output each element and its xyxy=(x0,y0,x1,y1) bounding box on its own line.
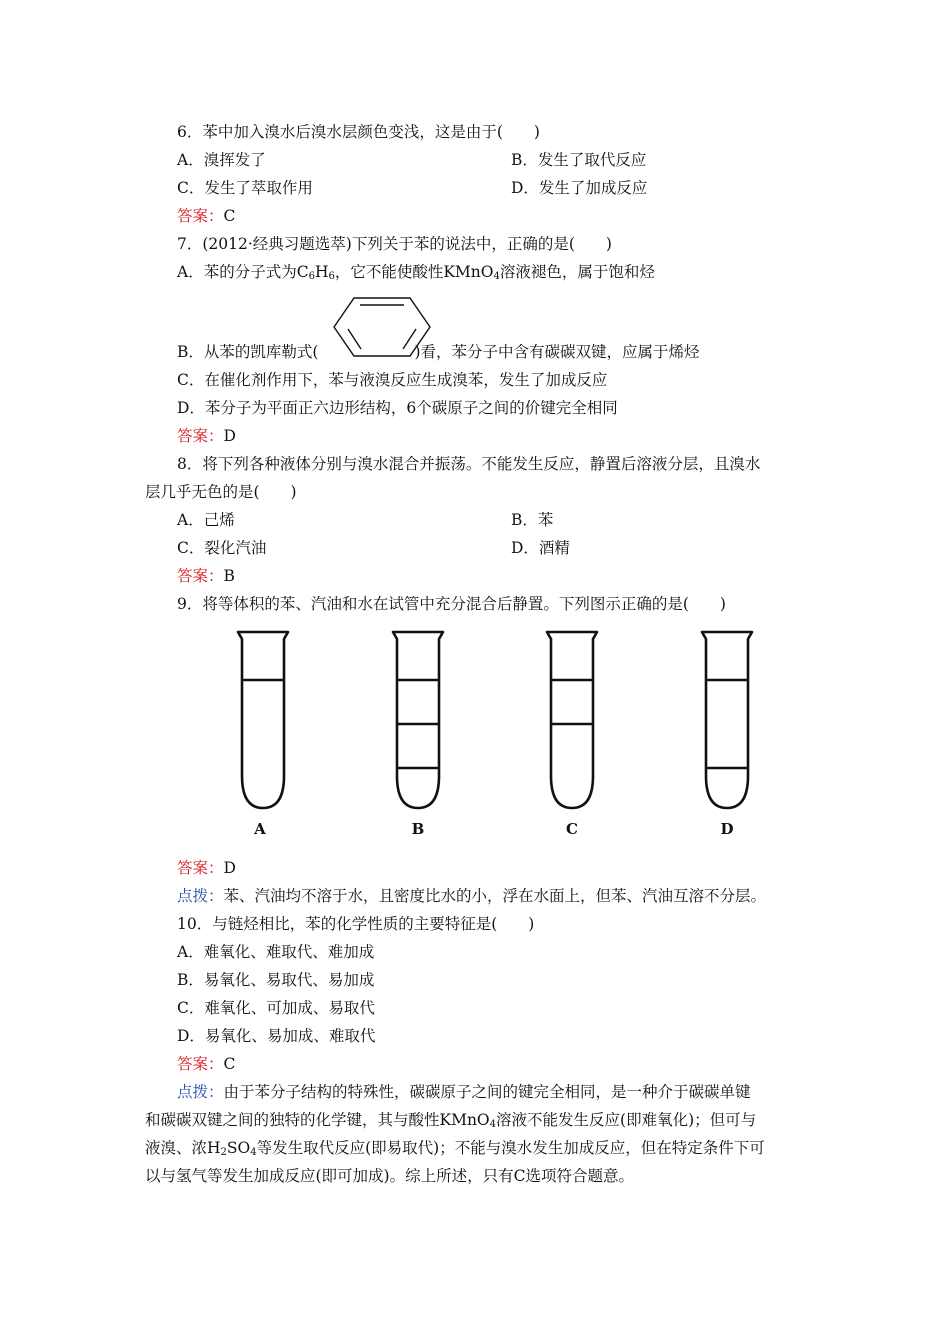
q6-answer-value: C xyxy=(223,207,236,225)
q7-option-a: A．苯的分子式为$C_6H_6$，它不能使酸性KMnO$_4$溶液褪色，属于饱和烃 xyxy=(177,263,655,282)
q10-hint-line3: 液溴、浓$H_2SO_4$等发生取代反应(即易取代)；不能与溴水发生加成反应，但在特定条件下可 xyxy=(145,1139,765,1158)
q9-stem: 9．将等体积的苯、汽油和水在试管中充分混合后静置。下列图示正确的是( ) xyxy=(177,595,726,613)
q7-option-b: B．从苯的凯库勒式( )看，苯分子中含有碳碳双键，应属于烯烃 xyxy=(177,343,700,361)
q10-hint-line2: 和碳碳双键之间的独特的化学键，其与酸性KMnO$_4$溶液不能发生反应(即难氧化)；但可与 xyxy=(145,1111,757,1130)
tube-label-a: A xyxy=(254,820,266,838)
q8-stem-line1: 8．将下列各种液体分别与溴水混合并振荡。不能发生反应，静置后溶液分层，且溴水 xyxy=(177,455,761,473)
q8-option-d: D．酒精 xyxy=(511,539,570,557)
q9-answer xyxy=(177,858,236,878)
q10-hint-line4: 以与氢气等发生加成反应(即可加成)。综上所述，只有C选项符合题意。 xyxy=(145,1167,634,1185)
q9-answer-value: D xyxy=(223,859,236,877)
q8-option-c: C．裂化汽油 xyxy=(177,539,267,557)
q7-option-c: C．在催化剂作用下，苯与液溴反应生成溴苯，发生了加成反应 xyxy=(177,371,608,389)
q6-option-d: D．发生了加成反应 xyxy=(511,179,648,197)
q10-option-d: D．易氧化、易加成、难取代 xyxy=(177,1027,376,1045)
q10-answer-value: C xyxy=(223,1055,236,1073)
test-tube-d xyxy=(702,632,752,808)
q7-stem: 7．(2012·经典习题选萃)下列关于苯的说法中，正确的是( ) xyxy=(177,235,612,253)
q10-answer xyxy=(177,1054,235,1074)
q6-answer-label: 答案： xyxy=(177,207,224,225)
q7-answer-value: D xyxy=(223,427,236,445)
q6-option-c: C．发生了萃取作用 xyxy=(177,179,313,197)
q9-hint xyxy=(177,886,766,906)
q6-stem: 6．苯中加入溴水后溴水层颜色变浅，这是由于( ) xyxy=(177,123,540,141)
q10-hint-line1: 点拨：由于苯分子结构的特殊性，碳碳原子之间的键完全相同，是一种介于碳碳单键 xyxy=(177,1083,751,1101)
q9-answer-label: 答案： xyxy=(177,859,224,877)
q10-answer-label: 答案： xyxy=(177,1055,224,1073)
q6-option-a: A．溴挥发了 xyxy=(177,151,266,169)
test-tube-c xyxy=(547,632,597,808)
tube-label-b: B xyxy=(411,820,425,838)
q9-hint-label: 点拨： xyxy=(177,887,224,905)
q6-option-b: B．发生了取代反应 xyxy=(511,151,647,169)
q10-option-c: C．难氧化、可加成、易取代 xyxy=(177,999,375,1017)
test-tube-a xyxy=(238,632,288,808)
q8-answer-value: B xyxy=(223,567,235,585)
tube-label-c: C xyxy=(566,820,578,838)
q10-option-a: A．难氧化、难取代、难加成 xyxy=(177,943,375,961)
q8-option-b: B．苯 xyxy=(511,511,554,529)
q9-hint-text: 苯、汽油均不溶于水，且密度比水的小，浮在水面上，但苯、汽油互溶不分层。 xyxy=(223,887,767,905)
q7-option-d: D．苯分子为平面正六边形结构，6个碳原子之间的价键完全相同 xyxy=(177,399,618,417)
q10-hint-label: 点拨： xyxy=(177,1083,224,1101)
q7-answer xyxy=(177,426,236,446)
q6-answer xyxy=(177,206,235,226)
q10-option-b: B．易氧化、易取代、易加成 xyxy=(177,971,375,989)
q8-stem-line2: 层几乎无色的是( ) xyxy=(145,483,297,501)
test-tube-b xyxy=(393,632,443,808)
test-tubes-diagram xyxy=(220,626,760,816)
q8-answer-label: 答案： xyxy=(177,567,224,585)
q8-answer xyxy=(177,566,235,586)
q7-answer-label: 答案： xyxy=(177,427,224,445)
q10-stem: 10．与链烃相比，苯的化学性质的主要特征是( ) xyxy=(177,915,535,933)
q8-option-a: A．己烯 xyxy=(177,511,235,529)
tube-label-d: D xyxy=(720,820,734,838)
